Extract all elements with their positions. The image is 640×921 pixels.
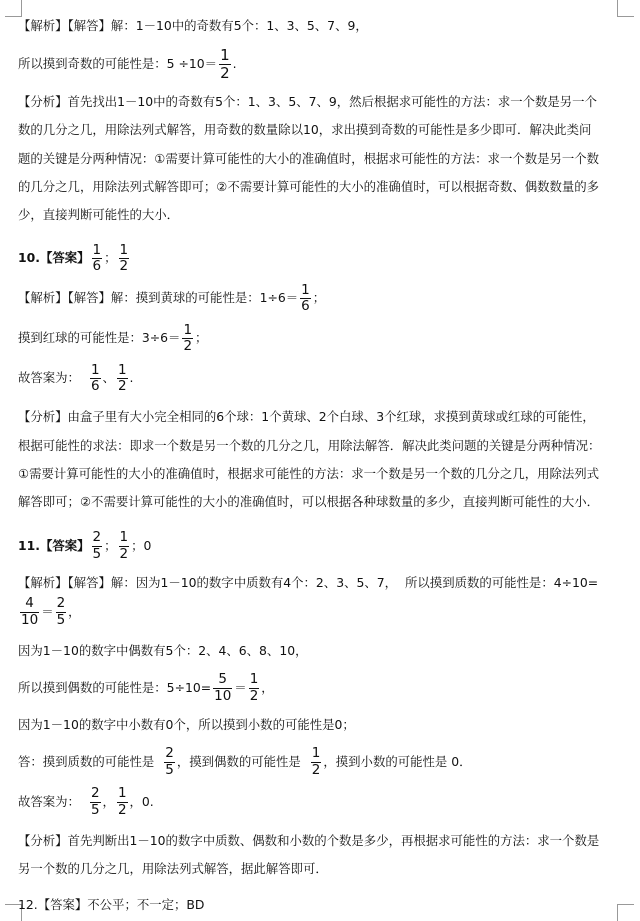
- fraction: $\frac{1}{2}$: [117, 785, 127, 818]
- q10-red-line: 摸到红球的可能性是：3÷6＝ $\frac{1}{2}$ ；: [18, 321, 208, 355]
- fraction: $\frac{1}{2}$: [183, 321, 193, 355]
- q11-prime-equation: $\frac{4}{10}$ ＝ $\frac{2}{5}$ ，: [21, 595, 81, 628]
- fraction: $\frac{1}{2}$: [119, 529, 129, 562]
- fraction: $\frac{4}{10}$: [21, 595, 39, 628]
- q9-result-text: 所以摸到奇数的可能性是：5 ÷10＝: [18, 56, 218, 71]
- page-corner-mark: [617, 0, 634, 17]
- fraction: $\frac{1}{2}$: [117, 361, 127, 395]
- fraction: $\frac{1}{2}$: [249, 671, 259, 704]
- q10-jiexi: 【解析】【解答】解：摸到黄球的可能性是：1÷6＝ $\frac{1}{6}$ ；: [18, 281, 326, 315]
- q9-result-line: 所以摸到奇数的可能性是：5 ÷10＝ $\frac{1}{2}$ .: [18, 46, 237, 82]
- q9-fenxi: 【分析】首先找出1－10中的奇数有5个：1、3、5、7、9，然后根据求可能性的方法：求一个数是另一个数的几分之几，用除法列式解答，用奇数的数量除以10，求出摸到奇数的可能性是多少即可．解决此类问题的关键是分两种情况：①需要计算可能性的大小的准确值时，根据求可能性的方法：求一个数是另一个数的几分之几，用除法列式解答即可；②不需要计算可能性的大小的准确值时，可以根据奇数、偶数数量的多少，直接判断可能性的大小．: [18, 94, 600, 223]
- page-corner-mark: [617, 904, 634, 921]
- q11-decimal-line: 因为1－10的数字中小数有0个，所以摸到小数的可能性是0；: [18, 716, 355, 732]
- q9-jiexi: 【解析】【解答】解：1－10中的奇数有5个：1、3、5、7、9，: [18, 18, 368, 33]
- fraction: $\frac{2}{5}$: [90, 785, 100, 818]
- q11-final-answer: 故答案为： $\frac{2}{5}$ ， $\frac{1}{2}$ ，0.: [18, 785, 154, 818]
- fraction: $\frac{1}{6}$: [301, 281, 310, 315]
- fraction: $\frac{5}{10}$: [214, 671, 232, 704]
- q10-fenxi: 【分析】由盒子里有大小完全相同的6个球：1个黄球、2个白球、3个红球，求摸到黄球或红球的可能性，根据可能性的求法：即求一个数是另一个数的几分之几，用除法解答．解决此类问题的关键是分两种情况：①需要计算可能性的大小的准确值时，根据求可能性的方法：求一个数是另一个数的几分之几，用除法列式解答即可；②不需要计算可能性的大小的准确值时，可以根据各种球数量的多少，直接判断可能性的大小．: [18, 409, 601, 510]
- fraction: $\frac{2}{5}$: [92, 529, 102, 562]
- fraction: $\frac{1}{6}$: [92, 241, 102, 275]
- q11-even-equation: 所以摸到偶数的可能性是：5÷10= $\frac{5}{10}$ ＝ $\frac{1}{2}$ ，: [18, 671, 274, 704]
- fraction: $\frac{1}{6}$: [90, 361, 100, 395]
- fraction: $\frac{2}{5}$: [56, 595, 66, 628]
- fraction: $\frac{1}{2}$: [311, 745, 321, 778]
- q11-even-count: 因为1－10的数字中偶数有5个：2、4、6、8、10，: [18, 642, 308, 658]
- q10-final-answer: 故答案为： $\frac{1}{6}$ 、 $\frac{1}{2}$ .: [18, 361, 134, 395]
- q11-fenxi: 【分析】首先判断出1－10的数字中质数、偶数和小数的个数是多少，再根据求可能性的方法：求一个数是另一个数的几分之几，用除法列式解答，据此解答即可．: [18, 832, 600, 876]
- q12-answer: 12.【答案】不公平；不一定；BD: [18, 897, 205, 913]
- document-body: [18, 14, 603, 917]
- fraction: $\frac{2}{5}$: [165, 745, 174, 778]
- q11-answer: 11.【答案】 $\frac{2}{5}$ ； $\frac{1}{2}$ ；0: [18, 529, 152, 562]
- q11-da-line: 答：摸到质数的可能性是 $\frac{2}{5}$ ，摸到偶数的可能性是 $\frac{1}{2}$ ，摸到小数的可能性是 0．: [18, 745, 472, 778]
- q11-jiexi: 【解析】【解答】解：因为1－10的数字中质数有4个：2、3、5、7， 所以摸到质数的可能性是：4÷10=: [18, 574, 599, 590]
- q10-answer: 10.【答案】 $\frac{1}{6}$ ； $\frac{1}{2}$: [18, 241, 129, 275]
- fraction: $\frac{1}{2}$: [220, 46, 230, 82]
- fraction: $\frac{1}{2}$: [119, 241, 129, 275]
